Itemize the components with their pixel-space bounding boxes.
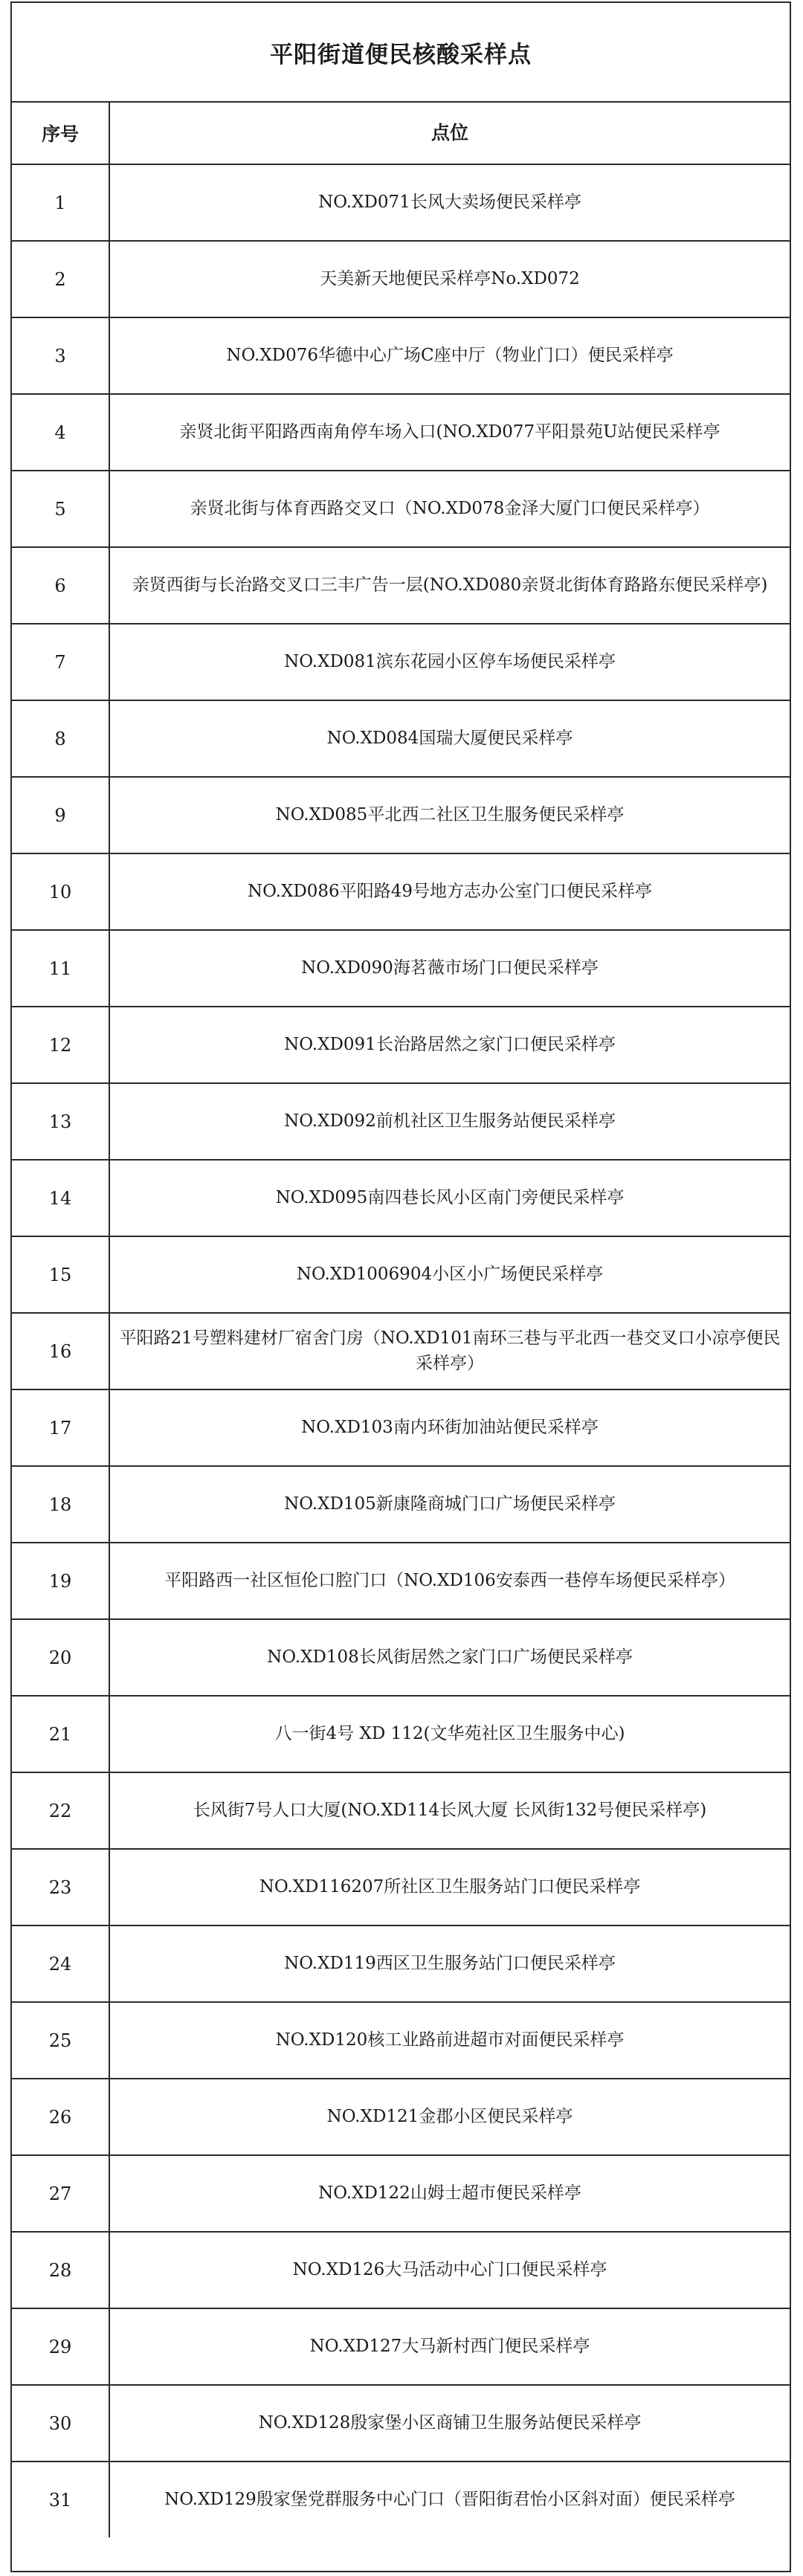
table-row — [12, 2386, 790, 2462]
row-index: 15 — [12, 1237, 110, 1312]
table-row — [12, 471, 790, 548]
row-index: 17 — [12, 1390, 110, 1465]
row-location: NO.XD085平北西二社区卫生服务便民采样亭 — [275, 804, 625, 824]
row-index: 14 — [12, 1161, 110, 1236]
row-index: 10 — [12, 854, 110, 929]
row-location: NO.XD121金郡小区便民采样亭 — [326, 2106, 573, 2126]
row-location: NO.XD092前机社区卫生服务站便民采样亭 — [284, 1111, 616, 1131]
table-row — [12, 318, 790, 395]
row-location: NO.XD127大马新村西门便民采样亭 — [309, 2336, 590, 2356]
row-location: NO.XD095南四巷长风小区南门旁便民采样亭 — [275, 1187, 625, 1207]
table-row — [12, 1084, 790, 1161]
row-index: 20 — [12, 1620, 110, 1695]
row-index: 1 — [12, 165, 110, 240]
row-location: NO.XD071长风大卖场便民采样亭 — [318, 192, 581, 212]
row-index: 12 — [12, 1007, 110, 1082]
row-index: 7 — [12, 624, 110, 700]
row-index: 28 — [12, 2233, 110, 2308]
row-location: 平阳路21号塑料建材厂宿舍门房（NO.XD101南环三巷与平北西一巷交叉口小凉亭便民采样亭） — [119, 1329, 781, 1373]
row-location: 天美新天地便民采样亭No.XD072 — [320, 268, 580, 288]
table-row — [12, 1697, 790, 1773]
row-location: NO.XD103南内环街加油站便民采样亭 — [301, 1417, 599, 1437]
row-index: 23 — [12, 1850, 110, 1925]
table-row — [12, 701, 790, 778]
table-row — [12, 1161, 790, 1237]
row-location: NO.XD076华德中心广场C座中厅（物业门口）便民采样亭 — [226, 345, 674, 365]
table-row — [12, 1467, 790, 1543]
table-row — [12, 1773, 790, 1850]
sampling-points-table — [10, 1, 791, 2572]
row-index: 19 — [12, 1543, 110, 1618]
row-index: 25 — [12, 2003, 110, 2078]
row-location: 长风街7号人口大厦(NO.XD114长风大厦 长风街132号便民采样亭) — [193, 1800, 707, 1820]
row-index: 4 — [12, 395, 110, 470]
table-row — [12, 242, 790, 318]
table-row — [12, 548, 790, 624]
row-location: NO.XD116207所社区卫生服务站门口便民采样亭 — [259, 1876, 641, 1897]
row-index: 26 — [12, 2079, 110, 2154]
row-index: 30 — [12, 2386, 110, 2461]
table-row — [12, 395, 790, 471]
table-row — [12, 2003, 790, 2079]
table-row — [12, 1850, 790, 1926]
table-row — [12, 624, 790, 701]
table-header — [12, 103, 790, 165]
row-location: 八一街4号 XD 112(文华苑社区卫生服务中心) — [274, 1723, 625, 1743]
row-location: NO.XD128殷家堡小区商铺卫生服务站便民采样亭 — [258, 2412, 642, 2433]
table-row — [12, 2233, 790, 2309]
table-body — [12, 165, 790, 2537]
row-location: NO.XD105新康隆商城门口广场便民采样亭 — [284, 1494, 616, 1514]
row-index: 2 — [12, 242, 110, 317]
row-location: NO.XD122山姆士超市便民采样亭 — [318, 2183, 581, 2203]
table-row — [12, 1390, 790, 1467]
table-row — [12, 2156, 790, 2233]
row-index: 18 — [12, 1467, 110, 1542]
row-index: 27 — [12, 2156, 110, 2231]
table-row — [12, 1237, 790, 1314]
row-index: 16 — [12, 1314, 110, 1389]
header-location: 点位 — [430, 121, 468, 143]
header-index: 序号 — [12, 103, 110, 164]
row-index: 5 — [12, 471, 110, 546]
row-index: 24 — [12, 1926, 110, 2001]
table-row — [12, 778, 790, 854]
row-location: 亲贤西街与长治路交叉口三丰广告一层(NO.XD080亲贤北街体育路路东便民采样亭) — [132, 575, 768, 595]
table-row — [12, 931, 790, 1007]
row-index: 13 — [12, 1084, 110, 1159]
row-index: 3 — [12, 318, 110, 393]
row-location: 亲贤北街与体育西路交叉口（NO.XD078金泽大厦门口便民采样亭） — [190, 498, 710, 518]
row-location: NO.XD119西区卫生服务站门口便民采样亭 — [284, 1953, 616, 1973]
row-index: 9 — [12, 778, 110, 853]
row-location: NO.XD081滨东花园小区停车场便民采样亭 — [284, 651, 616, 671]
row-location: 亲贤北街平阳路西南角停车场入口(NO.XD077平阳景苑U站便民采样亭 — [179, 422, 720, 442]
row-location: NO.XD129殷家堡党群服务中心门口（晋阳街君怡小区斜对面）便民采样亭 — [164, 2489, 735, 2509]
table-row — [12, 2079, 790, 2156]
row-location: NO.XD084国瑞大厦便民采样亭 — [326, 728, 573, 748]
row-location: NO.XD091长治路居然之家门口便民采样亭 — [284, 1034, 616, 1054]
row-location: NO.XD108长风街居然之家门口广场便民采样亭 — [267, 1647, 633, 1667]
table-row — [12, 2309, 790, 2386]
row-index: 6 — [12, 548, 110, 623]
row-location: NO.XD1006904小区小广场便民采样亭 — [296, 1264, 604, 1284]
row-index: 29 — [12, 2309, 110, 2384]
table-row — [12, 2462, 790, 2537]
table-row — [12, 1314, 790, 1390]
table-title: 平阳街道便民核酸采样点 — [12, 3, 790, 103]
table-row — [12, 165, 790, 242]
row-index: 31 — [12, 2462, 110, 2537]
table-row — [12, 854, 790, 931]
row-index: 8 — [12, 701, 110, 776]
row-location: 平阳路西一社区恒伦口腔门口（NO.XD106安泰西一巷停车场便民采样亭） — [164, 1570, 735, 1590]
table-row — [12, 1007, 790, 1084]
row-index: 22 — [12, 1773, 110, 1848]
table-row — [12, 1926, 790, 2003]
table-row — [12, 1543, 790, 1620]
row-location: NO.XD086平阳路49号地方志办公室门口便民采样亭 — [248, 881, 652, 901]
row-index: 21 — [12, 1697, 110, 1772]
row-location: NO.XD090海茗薇市场门口便民采样亭 — [301, 958, 599, 978]
row-index: 11 — [12, 931, 110, 1006]
table-row — [12, 1620, 790, 1697]
row-location: NO.XD126大马活动中心门口便民采样亭 — [292, 2259, 607, 2279]
row-location: NO.XD120核工业路前进超市对面便民采样亭 — [275, 2030, 625, 2050]
